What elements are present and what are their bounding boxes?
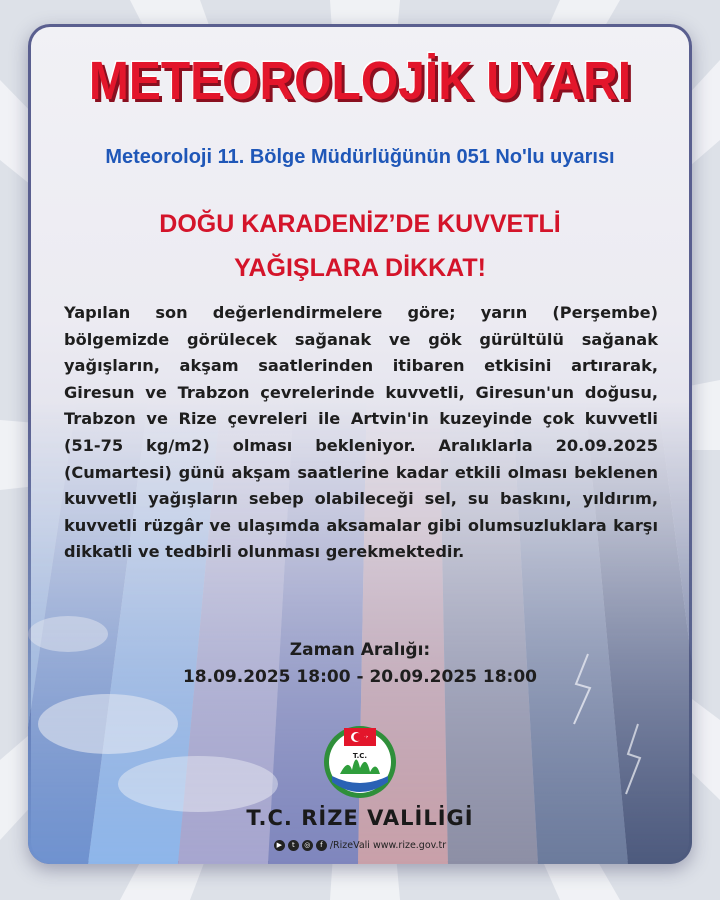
time-range-value: 18.09.2025 18:00 - 20.09.2025 18:00 bbox=[182, 667, 538, 687]
warning-body-text: Yapılan son değerlendirmelere göre; yarın (Perşembe) bölgemizde görülecek sağanak ve gök gürültülü sağanak yağışların, akşam saatlerinden itibaren etkisini artırarak, Giresun ve Trabzon çevrelerinde kuvvetli, Giresun'un doğusu, Trabzon ve Rize çevreleri ile Artvin'in kuzeyinde çok kuvvetli (51-75 kg/m2) olması bekleniyor. Aralıklarla 20.09.2025 (Cumartesi) günü akşam saatlerine kadar etkili olması beklenen kuvvetli yağışların sebep olabileceği sel, su baskını, yıldırım, kuvvetli rüzgâr ve ulaşımda aksamalar gibi olumsuzluklara karşı dikkatli ve tedbirli olunması gerekmektedir. bbox=[64, 303, 658, 562]
instagram-icon[interactable]: ◎ bbox=[302, 840, 313, 851]
social-links bbox=[28, 840, 692, 851]
warning-headline bbox=[28, 202, 692, 290]
time-range-label: Zaman Aralığı: bbox=[289, 640, 431, 660]
logo-text: T.C. bbox=[352, 752, 368, 760]
youtube-icon[interactable]: ▶ bbox=[274, 840, 285, 851]
warning-subtitle: Meteoroloji 11. Bölge Müdürlüğünün 051 No'lu uyarısı bbox=[105, 146, 615, 168]
website-link[interactable]: www.rize.gov.tr bbox=[372, 840, 447, 851]
headline-line-2: YAĞIŞLARA DİKKAT! bbox=[234, 254, 486, 282]
headline-line-1: DOĞU KARADENİZ’DE KUVVETLİ bbox=[159, 210, 561, 238]
rize-governorship-logo bbox=[322, 720, 398, 800]
page-title: METEOROLOJİK UYARI bbox=[88, 51, 632, 112]
social-handle[interactable]: /RizeVali bbox=[329, 840, 370, 851]
facebook-icon[interactable]: f bbox=[316, 840, 327, 851]
organization-name: T.C. RİZE VALİLİGİ bbox=[246, 806, 474, 830]
twitter-icon[interactable]: t bbox=[288, 840, 299, 851]
warning-card bbox=[28, 24, 692, 864]
